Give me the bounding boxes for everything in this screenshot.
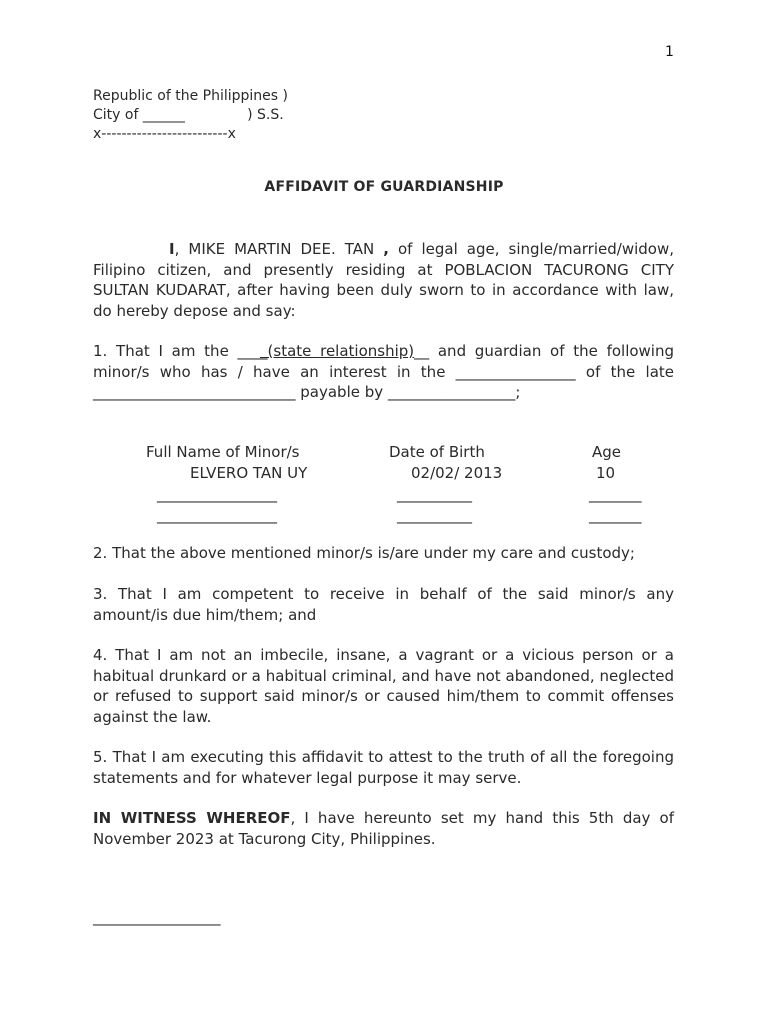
intro-rest: of legal age, single/married/widow, Filipino citizen, and presently residing at POBLACION TACURONG CITY SULTAN KUDARAT, after having been duly sworn to in accordance with law, do hereby depose and say: (93, 240, 674, 320)
cell-name: ELVERO TAN UY (190, 464, 308, 482)
header-full-name: Full Name of Minor/s (146, 443, 300, 461)
paragraph-5: 5. That I am executing this affidavit to attest to the truth of all the foregoing statements and for whatever legal purpose it may serve. (93, 748, 674, 787)
venue-city: City of ______ ) S.S. (93, 107, 284, 123)
cell-age: _______ (589, 506, 642, 524)
page-number: 1 (665, 44, 674, 60)
p1-before: 1. That I am the ___ (93, 342, 261, 360)
document-title: AFFIDAVIT OF GUARDIANSHIP (264, 179, 504, 195)
intro-comma: , (383, 240, 389, 258)
witness-rest: , I have hereunto set my hand this 5th day of November 2023 at Tacurong City, Philippines. (93, 809, 675, 848)
intro-paragraph (93, 239, 674, 321)
witness-paragraph (93, 808, 674, 849)
intro-name: , MIKE MARTIN DEE. TAN (174, 240, 384, 258)
cell-age: _______ (589, 485, 642, 503)
witness-lead: IN WITNESS WHEREOF (93, 809, 291, 827)
intro-lead: I (169, 240, 175, 258)
cell-name: ________________ (157, 506, 277, 524)
venue-republic: Republic of the Philippines ) (93, 88, 288, 104)
table-row (0, 506, 768, 527)
paragraph-2: 2. That the above mentioned minor/s is/are under my care and custody; (93, 544, 635, 562)
p1-relationship: _(state relationship) (260, 342, 415, 360)
signature-line: _________________ (93, 908, 221, 926)
venue-separator: x-------------------------x (93, 126, 236, 142)
cell-dob: 02/02/ 2013 (411, 464, 503, 482)
paragraph-1 (93, 341, 674, 403)
paragraph-3: 3. That I am competent to receive in behalf of the said minor/s any amount/is due him/them; and (93, 585, 674, 624)
cell-dob: __________ (397, 485, 472, 503)
paragraph-4: 4. That I am not an imbecile, insane, a vagrant or a vicious person or a habitual drunkard or a habitual criminal, and have not abandoned, neglected or refused to support said minor/s or caused him/them to commit offenses against the law. (93, 646, 674, 726)
cell-name: ________________ (157, 485, 277, 503)
p1-after: __ and guardian of the following minor/s who has / have an interest in the ________________ of the late ___________________________ payable by _________________; (93, 342, 675, 401)
table-header-row (0, 443, 768, 464)
cell-dob: __________ (397, 506, 472, 524)
table-row (0, 464, 768, 485)
minors-table (0, 443, 768, 527)
header-age: Age (592, 443, 622, 461)
header-date-of-birth: Date of Birth (389, 443, 485, 461)
table-row (0, 485, 768, 506)
venue-block (93, 87, 288, 144)
cell-age: 10 (596, 464, 616, 482)
